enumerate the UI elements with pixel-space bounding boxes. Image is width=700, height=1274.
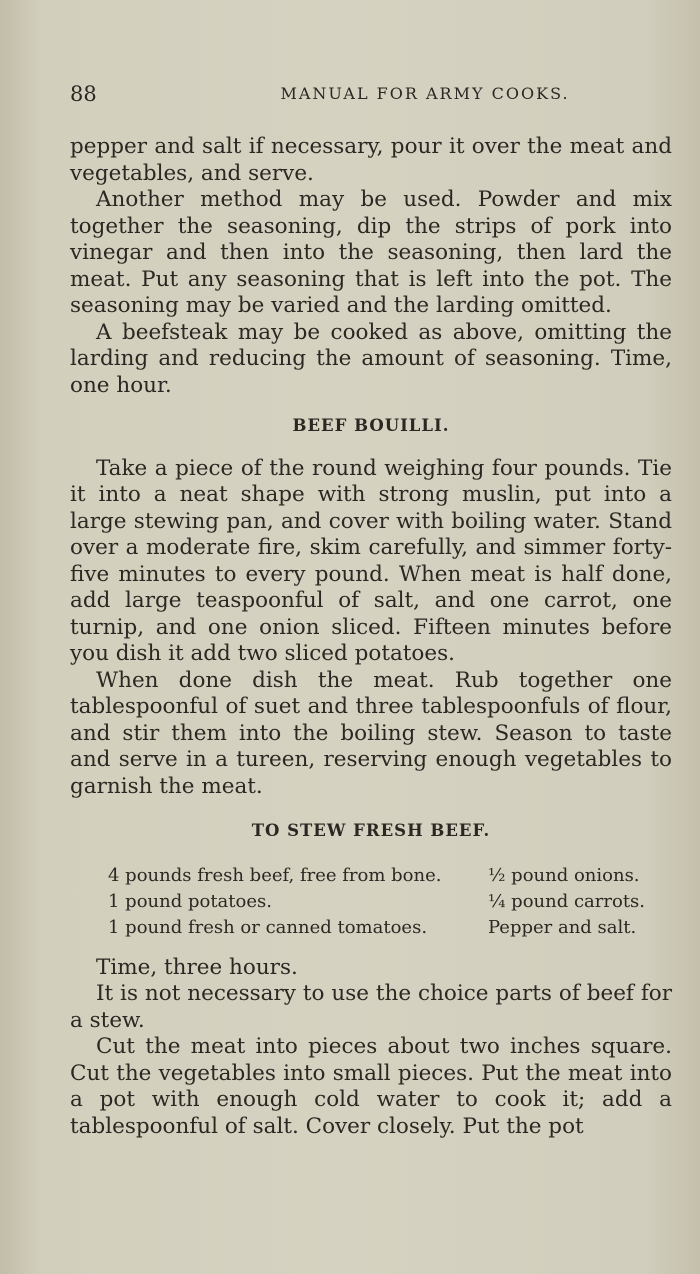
page-header: [70, 82, 660, 112]
ingredients-list: [108, 863, 672, 941]
ingredient-item: 4 pounds fresh beef, free from bone.: [108, 864, 442, 886]
ingredient-item: 1 pound fresh or canned tomatoes.: [108, 916, 428, 938]
section-heading-stew-fresh-beef: TO STEW FRESH BEEF.: [251, 821, 491, 840]
paragraph: Time, three hours.: [96, 954, 298, 980]
paragraph: Another method may be used. Powder and mix together the seasoning, dip the strips of pork into vinegar and then into the seasoning, then lard the meat. Put any seasoning that is left into the pot. The seasoning may be varied and the larding omitted.: [70, 187, 672, 318]
ingredient-item: 1 pound potatoes.: [108, 890, 272, 912]
ingredient-item: Pepper and salt.: [488, 916, 637, 938]
paragraph: When done dish the meat. Rub together one tablespoonful of suet and three tablespoonfuls of flour, and stir them into the boiling stew. Season to taste and serve in a tureen, reserving enough vegetables to garnish the meat.: [70, 667, 672, 799]
paragraph: A beefsteak may be cooked as above, omitting the larding and reducing the amount of seasoning. Time, one hour.: [70, 319, 672, 398]
paragraph: pepper and salt if necessary, pour it over the meat and vegetables, and serve.: [70, 134, 672, 186]
ingredient-item: ½ pound onions.: [488, 864, 640, 886]
running-head: MANUAL FOR ARMY COOKS.: [280, 84, 570, 103]
paragraph: Take a piece of the round weighing four pounds. Tie it into a neat shape with strong muslin, put into a large stewing pan, and cover with boiling water. Stand over a moderate fire, skim carefully, and simmer forty-five minutes to every pound. When meat is half done, add large teaspoonful of salt, and one carrot, one turnip, and one onion sliced. Fifteen minutes before you dish it add two sliced potatoes.: [70, 455, 672, 666]
ingredient-item: ¼ pound carrots.: [488, 890, 646, 912]
section-heading-beef-bouilli: BEEF BOUILLI.: [292, 416, 450, 435]
page-number: 88: [70, 82, 97, 106]
body-text: [70, 134, 672, 1140]
paragraph: It is not necessary to use the choice parts of beef for a stew.: [70, 981, 672, 1033]
paragraph: Cut the meat into pieces about two inches square. Cut the vegetables into small pieces. Put the meat into a pot with enough cold water to cook it; add a tablespoonful of salt. Cover closely. Put the pot: [70, 1034, 672, 1139]
